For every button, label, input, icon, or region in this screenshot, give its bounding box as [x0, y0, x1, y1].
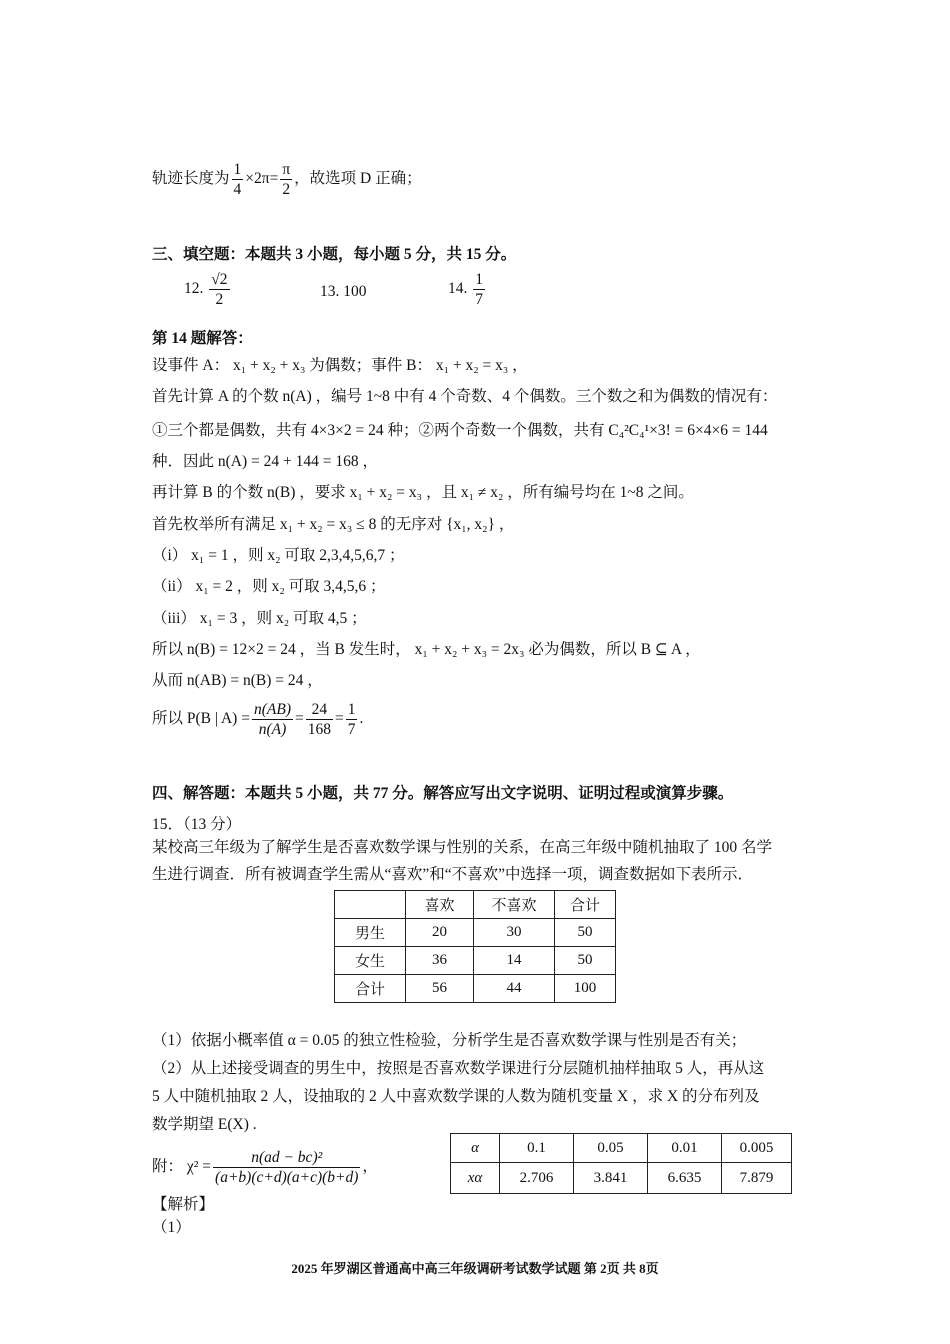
table-cell: 喜欢 — [406, 891, 474, 919]
q15-part-2c: 数学期望 E(X) . — [152, 1116, 257, 1133]
table-row — [335, 919, 616, 947]
table-cell: 合计 — [335, 975, 406, 1003]
formula-tail: ， — [362, 1158, 378, 1176]
q14-line-6: 首先枚举所有满足 x₁ + x₂ = x₃ ≤ 8 的无序对 {x₁, x₂} ， — [152, 516, 515, 533]
table-cell: 36 — [406, 947, 474, 975]
q14-line-2: 首先计算 A 的个数 n(A) ，编号 1~8 中有 4 个奇数、4 个偶数。三个数之和为偶数的情况有： — [152, 388, 778, 405]
answer-12-fraction — [209, 270, 229, 309]
q15-part-2b: 5 人中随机抽取 2 人，设抽取的 2 人中喜欢数学课的人数为随机变量 X ，求 X 的分布列及 — [152, 1088, 760, 1105]
table-cell: xα — [451, 1163, 500, 1194]
critical-value-table — [450, 1133, 792, 1194]
analysis-part-1: （1） — [152, 1219, 191, 1236]
table-cell: 0.005 — [722, 1134, 792, 1163]
frac-den: 2 — [215, 291, 224, 308]
frac-den: 7 — [475, 291, 483, 308]
page-footer: 2025 年罗湖区普通高中高三年级调研考试数学试题 第 2页 共 8页 — [291, 1261, 659, 1276]
answer-12-label: 12. — [184, 280, 204, 298]
q14-line-3: ①三个都是偶数，共有 4×3×2 = 24 种；②两个奇数一个偶数，共有 C₄²C₄¹×3! = 6×4×6 = 144 — [152, 422, 768, 439]
fraction-nab-na — [252, 700, 293, 739]
table-cell: 30 — [474, 919, 555, 947]
frac-num: π — [282, 161, 291, 178]
section3-heading: 三、填空题：本题共 3 小题，每小题 5 分，共 15 分。 — [152, 246, 517, 263]
frac-den: 4 — [233, 181, 242, 198]
q14-line-5: 再计算 B 的个数 n(B) ，要求 x₁ + x₂ = x₃ ，且 x₁ ≠ x₂ ，所有编号均在 1~8 之间。 — [152, 484, 694, 501]
frac-num: 24 — [306, 700, 333, 720]
table-row — [335, 947, 616, 975]
table-cell: α — [451, 1134, 500, 1163]
fraction-pi-half — [280, 160, 292, 199]
table-cell: 56 — [406, 975, 474, 1003]
table-row — [335, 975, 616, 1003]
prev-solution-line — [152, 160, 422, 199]
table-cell: 14 — [474, 947, 555, 975]
q15-part-2a: （2）从上述接受调查的男生中，按照是否喜欢数学课进行分层随机抽样抽取 5 人，再从这 — [152, 1060, 765, 1077]
table-row — [451, 1134, 792, 1163]
answers-row — [184, 270, 232, 309]
frac-num: n(ad − bc)² — [213, 1148, 360, 1168]
answer-14 — [448, 270, 487, 309]
frac-num: 1 — [233, 161, 242, 178]
table-cell — [335, 891, 406, 919]
frac-den: 168 — [307, 721, 331, 738]
q15-para-2: 生进行调查．所有被调查学生需从“喜欢”和“不喜欢”中选择一项，调查数据如下表所示． — [152, 866, 754, 883]
q14-line-11: 从而 n(AB) = n(B) = 24 ， — [152, 672, 323, 689]
answer-13: 13. 100 — [320, 283, 367, 300]
table-cell: 44 — [474, 975, 555, 1003]
frac-num: √2 — [211, 271, 228, 288]
table-cell: 2.706 — [500, 1163, 574, 1194]
table-cell: 合计 — [555, 891, 616, 919]
prev-mid: ×2π= — [245, 170, 279, 188]
table-cell: 7.879 — [722, 1163, 792, 1194]
frac-den: (a+b)(c+d)(a+c)(b+d) — [215, 1169, 359, 1186]
table-cell: 100 — [555, 975, 616, 1003]
answer-14-label: 14. — [448, 280, 468, 298]
table-cell: 50 — [555, 947, 616, 975]
table-cell: 20 — [406, 919, 474, 947]
q14-line-7: （i） x₁ = 1 ，则 x₂ 可取 2,3,4,5,6,7 ； — [152, 547, 405, 564]
q14-title: 第 14 题解答： — [152, 330, 253, 347]
q15-label: 15．（13 分） — [152, 816, 242, 833]
table-cell: 0.1 — [500, 1134, 574, 1163]
conditional-lead: 所以 P(B | A) = — [152, 710, 250, 728]
chi-square-fraction — [213, 1148, 360, 1187]
table-cell: 0.05 — [574, 1134, 648, 1163]
q14-line-4: 种．因此 n(A) = 24 + 144 = 168 ， — [152, 453, 378, 470]
chi-square-formula — [152, 1148, 378, 1187]
frac-num: 1 — [475, 271, 483, 288]
fraction-24-168 — [306, 700, 333, 739]
q14-line-10: 所以 n(B) = 12×2 = 24 ，当 B 发生时， x₁ + x₂ + x₃ = 2x₃ 必为偶数，所以 B ⊆ A ， — [152, 641, 701, 658]
conditional-tail: . — [359, 710, 364, 728]
formula-lead: 附： χ² = — [152, 1158, 212, 1176]
fraction-quarter — [232, 160, 244, 199]
table-cell: 不喜欢 — [474, 891, 555, 919]
q15-para-1: 某校高三年级为了解学生是否喜欢数学课与性别的关系，在高三年级中随机抽取了 100 名学 — [152, 839, 773, 856]
table-row — [335, 891, 616, 919]
q14-line-9: （iii） x₁ = 3 ，则 x₂ 可取 4,5 ； — [152, 610, 367, 627]
frac-num: 1 — [347, 701, 356, 718]
table-cell: 50 — [555, 919, 616, 947]
table-cell: 3.841 — [574, 1163, 648, 1194]
table-cell: 0.01 — [648, 1134, 722, 1163]
q14-line-8: （ii） x₁ = 2 ，则 x₂ 可取 3,4,5,6 ； — [152, 578, 386, 595]
table-cell: 6.635 — [648, 1163, 722, 1194]
table-row — [451, 1163, 792, 1194]
frac-den: n(A) — [258, 721, 287, 738]
frac-den: 7 — [347, 721, 356, 738]
analysis-label: 【解析】 — [152, 1196, 215, 1213]
q14-line-1: 设事件 A： x₁ + x₂ + x₃ 为偶数；事件 B： x₁ + x₂ = x₃ ， — [152, 357, 528, 374]
frac-den: 2 — [282, 181, 291, 198]
prev-lead: 轨迹长度为 — [152, 170, 230, 188]
q14-line-12: 所以 P(B | A) = $\frac{n(AB)}{n(A)}$ = $\frac{24}{168}$ = $\frac{1}{7}$ . — [152, 701, 364, 738]
table-cell: 男生 — [335, 919, 406, 947]
section4-heading: 四、解答题：本题共 5 小题，共 77 分。解答应写出文字说明、证明过程或演算步骤。 — [152, 785, 734, 802]
prev-tail: ，故选项 D 正确； — [294, 170, 422, 188]
q15-part-1: （1）依据小概率值 α = 0.05 的独立性检验，分析学生是否喜欢数学课与性别是否有关； — [152, 1032, 747, 1049]
survey-table — [334, 890, 616, 1003]
answer-14-fraction — [473, 270, 485, 309]
frac-num: n(AB) — [253, 701, 291, 718]
fraction-1-7 — [346, 700, 358, 739]
table-cell: 女生 — [335, 947, 406, 975]
